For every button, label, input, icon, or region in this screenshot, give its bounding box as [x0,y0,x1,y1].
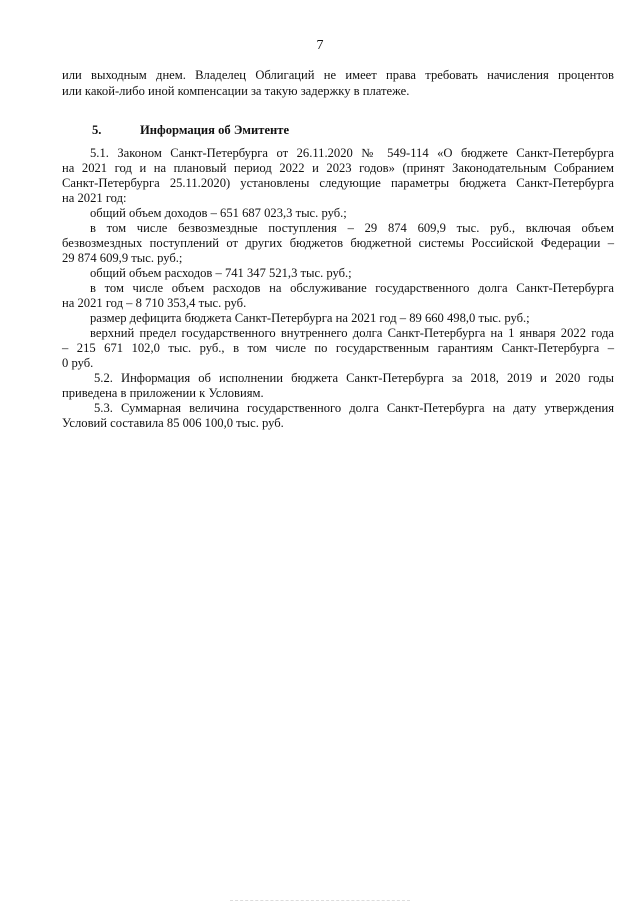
section-heading [92,123,289,139]
p52-line-1: 5.2. Информация об исполнении бюджета Санкт-Петербурга за 2018, 2019 и 2020 годы [94,371,614,385]
param-debt-service-line-2: на 2021 год – 8 710 353,4 тыс. руб. [62,296,247,310]
param-debt-service-line-1: в том числе объем расходов на обслуживание государственного долга Санкт-Петербурга [90,281,614,295]
p51-line-1: 5.1. Законом Санкт-Петербурга от 26.11.2020 № 549-114 «О бюджете Санкт-Петербурга [90,146,614,160]
param-upper-limit-line-3: 0 руб. [62,356,94,370]
param-grants-line-3: 29 874 609,9 тыс. руб.; [62,251,183,265]
param-income: общий объем доходов – 651 687 023,3 тыс. руб.; [90,206,347,220]
param-grants-line-1: в том числе безвозмездные поступления – 29 874 609,9 тыс. руб., включая объем [90,221,614,235]
param-expenses: общий объем расходов – 741 347 521,3 тыс. руб.; [90,266,352,280]
page-number: 7 [316,38,324,53]
p52-line-2: приведена в приложении к Условиям. [62,386,264,400]
p51-line-2: на 2021 год и на плановый период 2022 и 2023 годов» (принят Законодательным Собранием [62,161,614,175]
param-upper-limit-line-2: – 215 671 102,0 тыс. руб., в том числе по государственным гарантиям Санкт-Петербурга – [62,341,614,355]
intro-line-2: или какой-либо иной компенсации за такую задержку в платеже. [62,84,410,98]
param-grants-line-2: безвозмездных поступлений от других бюджетов бюджетной системы Российской Федерации – [62,236,614,250]
intro-line-1: или выходным днем. Владелец Облигаций не имеет права требовать начисления процентов [62,68,614,82]
param-deficit: размер дефицита бюджета Санкт-Петербурга на 2021 год – 89 660 498,0 тыс. руб.; [90,311,530,325]
p53-line-1: 5.3. Суммарная величина государственного долга Санкт-Петербурга на дату утверждения [94,401,614,415]
section-number: 5. [92,123,102,137]
p53-line-2: Условий составила 85 006 100,0 тыс. руб. [62,416,284,430]
p51-line-3: Санкт-Петербурга 25.11.2020) установлены следующие параметры бюджета Санкт-Петербурга [62,176,614,190]
param-upper-limit-line-1: верхний предел государственного внутреннего долга Санкт-Петербурга на 1 января 2022 года [90,326,614,340]
p51-line-4: на 2021 год: [62,191,127,205]
section-title: Информация об Эмитенте [140,123,290,137]
scan-edge-mark [230,900,410,901]
